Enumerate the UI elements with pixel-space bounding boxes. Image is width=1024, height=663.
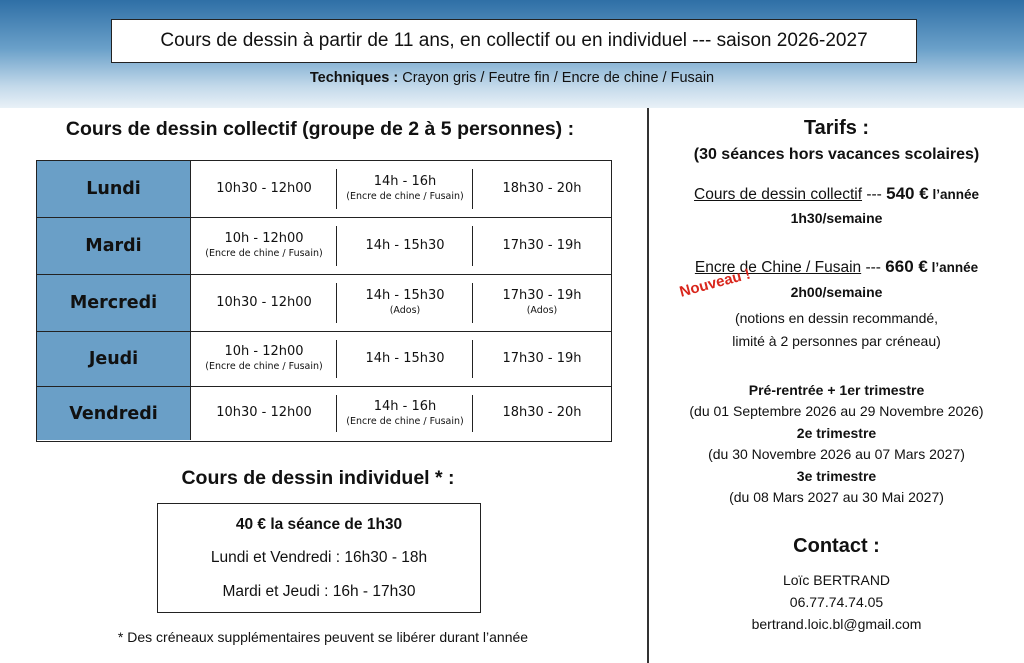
slot-time: 17h30 - 19h: [502, 237, 582, 253]
slot-time: 10h30 - 12h00: [216, 294, 312, 310]
time-slot: [337, 218, 473, 274]
techniques-line: [0, 70, 1024, 86]
slot-time: 10h - 12h00: [224, 344, 304, 360]
encre-sep: ---: [861, 259, 886, 276]
collectif-duration: 1h30/semaine: [790, 210, 883, 226]
slot-time: 10h30 - 12h00: [216, 405, 312, 421]
price-collectif: [649, 184, 1024, 204]
contact-title: Contact :: [793, 535, 880, 557]
day-label: Mercredi: [37, 275, 191, 331]
time-slot: [473, 332, 611, 386]
time-slot: [473, 218, 611, 274]
schedule-row-lundi: [37, 161, 611, 218]
time-slot: [337, 161, 473, 217]
time-slot: [473, 161, 611, 217]
day-label: Vendredi: [37, 387, 191, 440]
contact-phone: 06.77.74.74.05: [789, 594, 884, 610]
term-3-title: 3e trimestre: [796, 468, 877, 484]
slot-time: 14h - 16h: [373, 174, 437, 190]
time-slot: [337, 332, 473, 386]
individual-heading: Cours de dessin individuel * :: [181, 467, 455, 489]
slot-note: (Encre de chine / Fusain): [205, 248, 323, 259]
collectif-label: Cours de dessin collectif: [694, 186, 863, 203]
day-label: Mardi: [37, 218, 191, 274]
slot-time: 10h - 12h00: [224, 231, 304, 247]
footnote: * Des créneaux supplémentaires peuvent se libérer durant l’année: [117, 629, 529, 645]
schedule-row-vendredi: [37, 387, 611, 440]
time-slot: [191, 332, 337, 386]
collectif-price: 540 €: [886, 184, 929, 203]
slot-note: (Encre de chine / Fusain): [346, 191, 464, 202]
contact-name: Loïc BERTRAND: [782, 572, 891, 588]
slot-note: (Encre de chine / Fusain): [346, 415, 464, 427]
schedule-row-mardi: [37, 218, 611, 275]
time-slot: [191, 218, 337, 274]
time-slot: [191, 275, 337, 331]
schedule-row-jeudi: [37, 332, 611, 387]
day-label: Lundi: [37, 161, 191, 217]
slot-time: 10h30 - 12h00: [216, 180, 312, 196]
slot-time: 14h - 15h30: [365, 288, 445, 304]
contact-email: bertrand.loic.bl@gmail.com: [751, 616, 922, 632]
time-slot: [337, 387, 473, 440]
individual-price: 40 € la séance de 1h30: [235, 516, 403, 533]
collectif-sep: ---: [862, 186, 887, 203]
time-slot: [337, 275, 473, 331]
techniques-value: Crayon gris / Feutre fin / Encre de chine / Fusain: [402, 70, 715, 86]
term-2-dates: (du 30 Novembre 2026 au 07 Mars 2027): [708, 446, 965, 462]
term-1-dates: (du 01 Septembre 2026 au 29 Novembre 2026): [689, 403, 984, 419]
individual-line-2: Mardi et Jeudi : 16h - 17h30: [222, 583, 416, 600]
slot-note: (Encre de chine / Fusain): [205, 361, 323, 372]
schedule-row-mercredi: [37, 275, 611, 332]
techniques-label: Techniques :: [309, 70, 399, 86]
time-slot: [191, 161, 337, 217]
page-title: Cours de dessin à partir de 11 ans, en collectif ou en individuel --- saison 2026-2027: [111, 19, 917, 63]
slot-time: 17h30 - 19h: [502, 288, 582, 304]
time-slot: [473, 275, 611, 331]
tarifs-title: Tarifs :: [803, 117, 870, 139]
price-encre: [649, 257, 1024, 277]
day-label: Jeudi: [37, 332, 191, 386]
slot-time: 14h - 15h30: [365, 350, 445, 366]
encre-price: 660 €: [885, 257, 928, 276]
schedule-table: [36, 160, 612, 442]
individual-line-1: Lundi et Vendredi : 16h30 - 18h: [210, 549, 428, 566]
time-slot: [473, 387, 611, 440]
term-2-title: 2e trimestre: [796, 425, 877, 441]
collective-heading: Cours de dessin collectif (groupe de 2 à 5 personnes) :: [65, 118, 575, 140]
encre-note-2: limité à 2 personnes par créneau): [732, 333, 941, 349]
term-3-dates: (du 08 Mars 2027 au 30 Mai 2027): [729, 489, 944, 505]
encre-label: Encre de Chine / Fusain: [694, 259, 862, 276]
encre-note-1: (notions en dessin recommandé,: [734, 310, 939, 326]
slot-time: 17h30 - 19h: [502, 350, 582, 366]
slot-time: 14h - 15h30: [365, 237, 445, 253]
slot-time: 14h - 16h: [373, 398, 437, 414]
slot-note: (Ados): [389, 305, 421, 316]
encre-unit: l’année: [927, 260, 979, 275]
slot-time: 18h30 - 20h: [502, 180, 582, 196]
time-slot: [191, 387, 337, 440]
new-badge: Nouveau !: [677, 265, 753, 301]
encre-duration: 2h00/semaine: [790, 284, 883, 300]
individual-box: [157, 503, 481, 613]
tarifs-subtitle: (30 séances hors vacances scolaires): [693, 146, 980, 163]
collectif-unit: l’année: [928, 187, 979, 202]
term-1-title: Pré-rentrée + 1er trimestre: [748, 382, 925, 398]
slot-time: 18h30 - 20h: [502, 405, 582, 421]
slot-note: (Ados): [526, 305, 558, 316]
